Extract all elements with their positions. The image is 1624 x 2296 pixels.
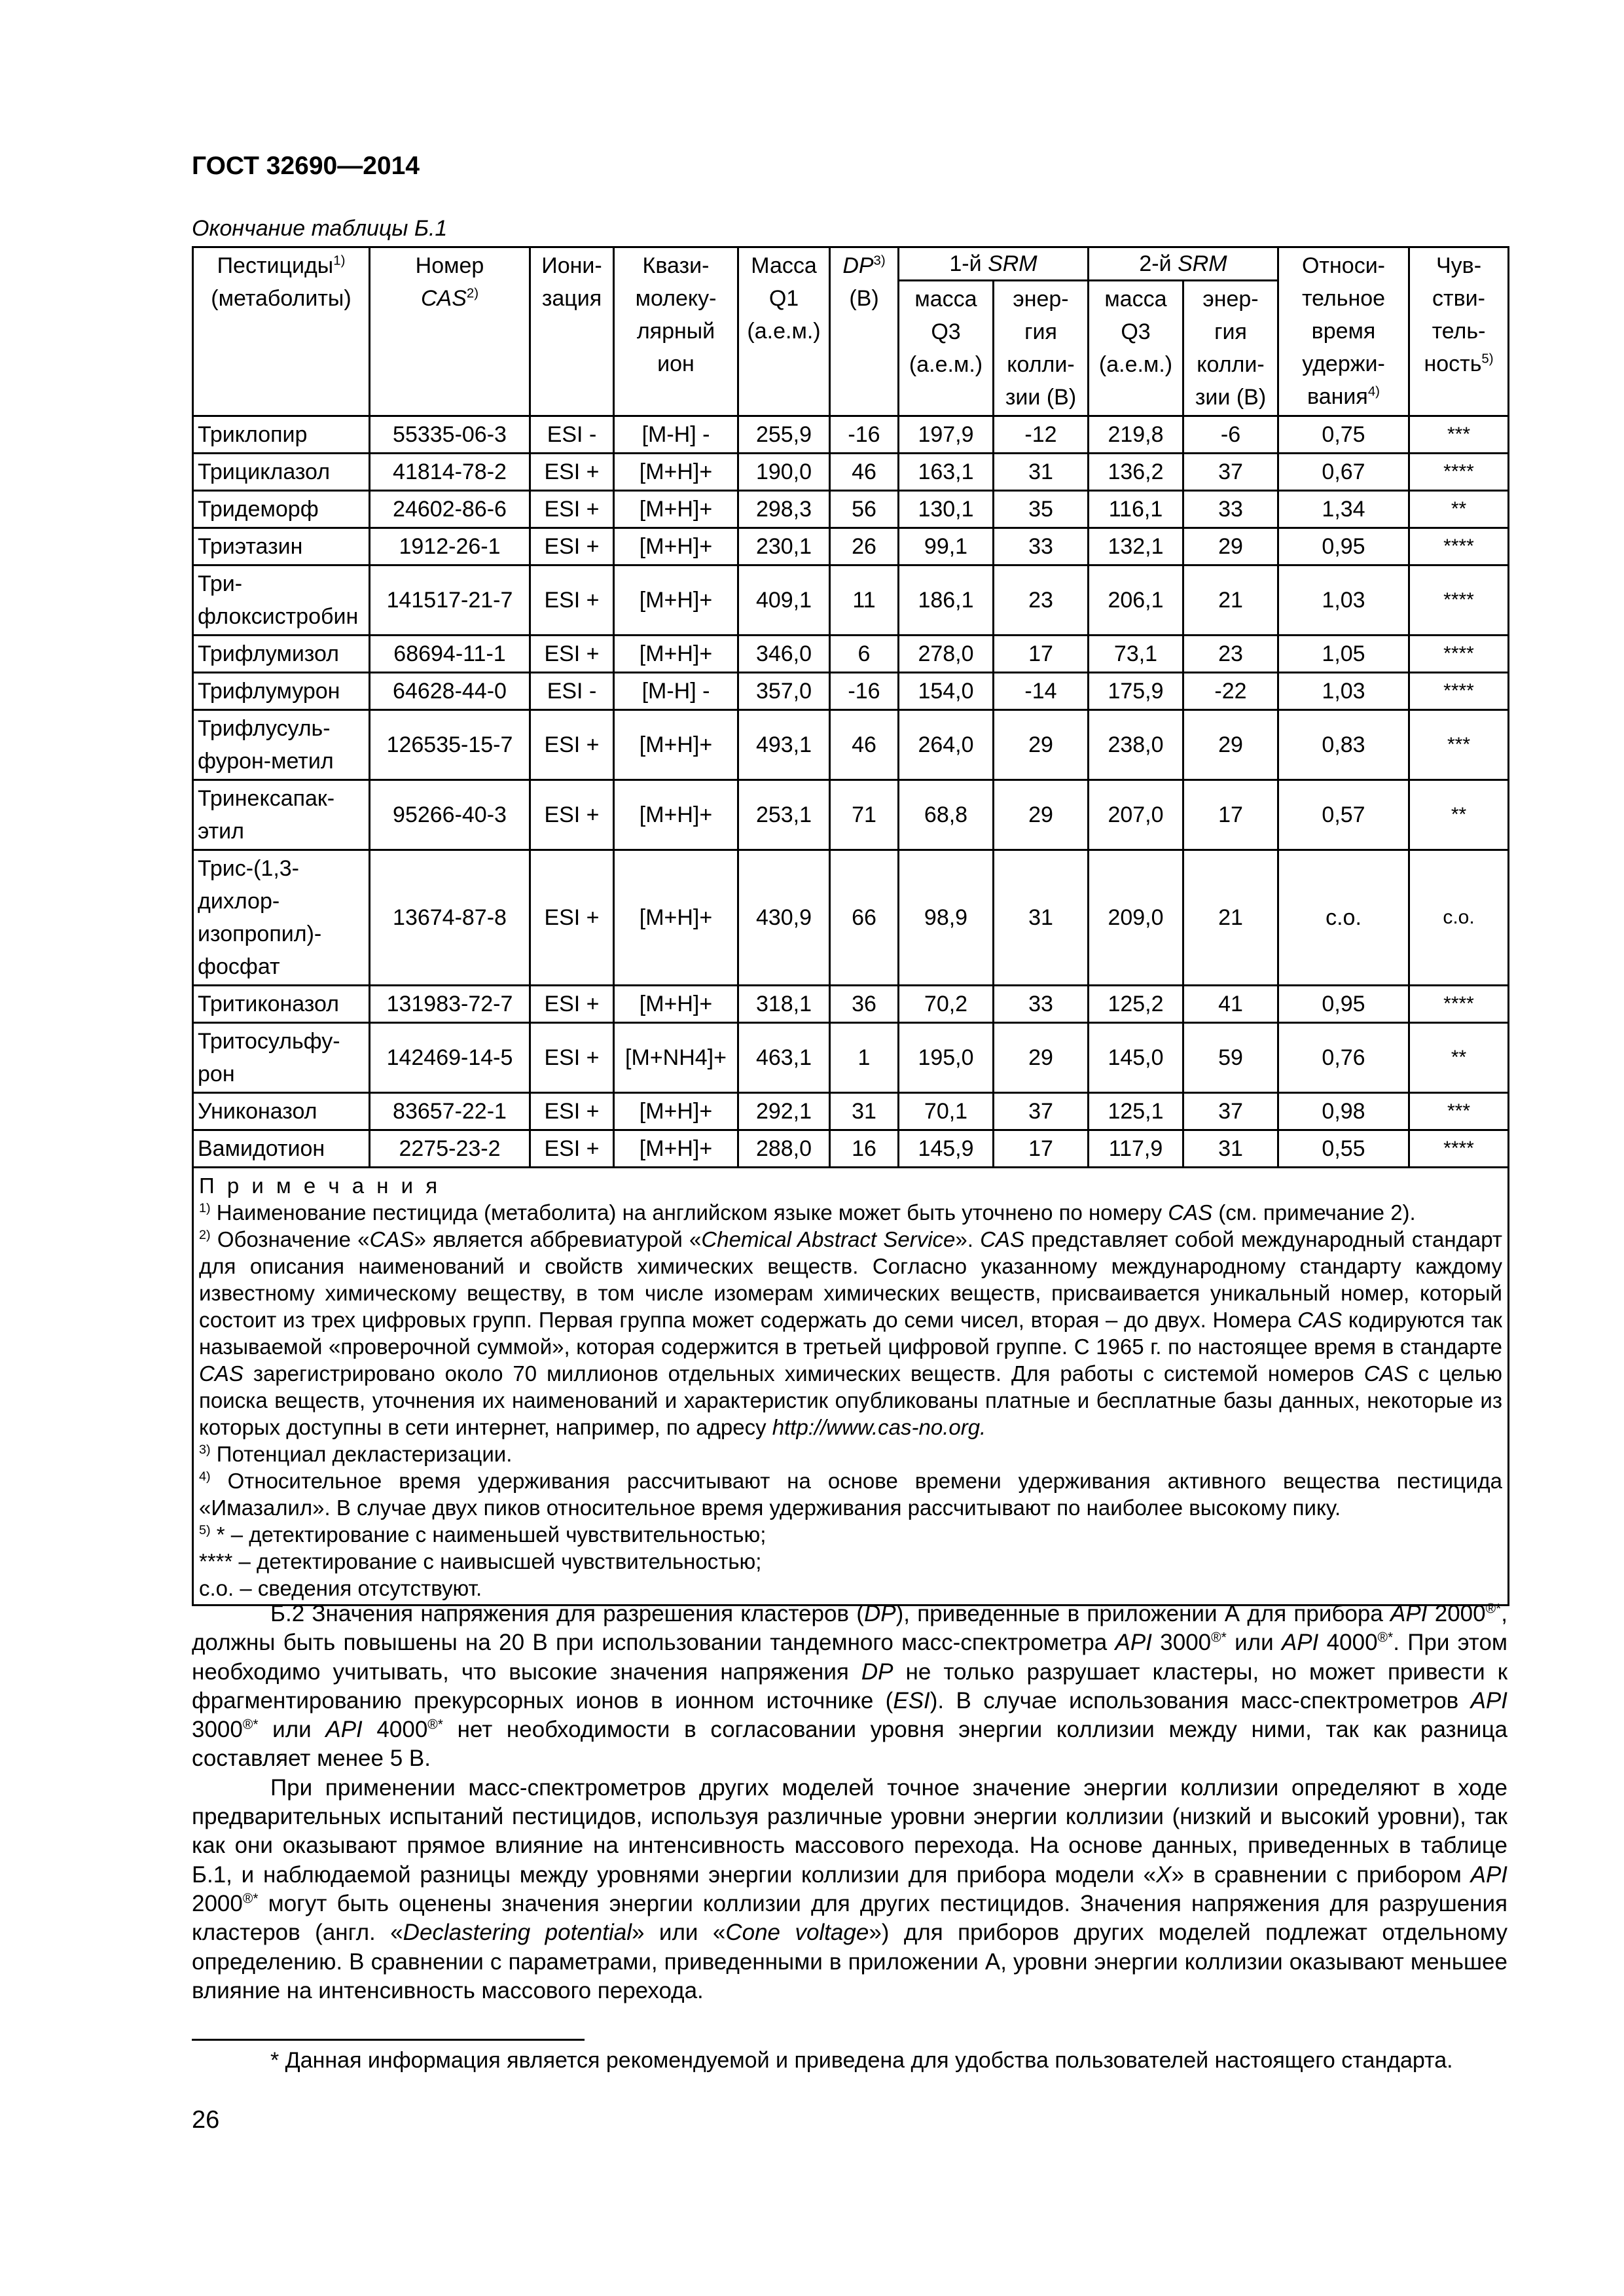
cell-sensitivity: ** xyxy=(1409,780,1509,850)
cell-quasi-ion: [M+H]+ xyxy=(614,780,738,850)
cell-pesticide-name: Триэтазин xyxy=(193,528,370,565)
cell-quasi-ion: [M+H]+ xyxy=(614,454,738,491)
cell-quasi-ion: [M+H]+ xyxy=(614,850,738,986)
cell-cas-number: 95266-40-3 xyxy=(370,780,530,850)
header-dp xyxy=(830,247,899,416)
header-srm1-mass-q3: масса Q3 (а.е.м.) xyxy=(899,281,994,416)
cell-srm2-mass-q3: 117,9 xyxy=(1089,1130,1183,1168)
header-sensitivity xyxy=(1409,247,1509,416)
cell-pesticide-name: Трициклазол xyxy=(193,454,370,491)
header-ionization: Иони-зация xyxy=(530,247,614,416)
header-mass-q1: Масса Q1 (а.е.м.) xyxy=(738,247,830,416)
cell-pesticide-name: Униконазол xyxy=(193,1093,370,1130)
cell-srm1-mass-q3: 70,2 xyxy=(899,986,994,1023)
cell-srm2-energy: 33 xyxy=(1183,491,1278,528)
table-row xyxy=(193,673,1509,710)
header-srm-word: SRM xyxy=(1178,251,1227,276)
note-5 xyxy=(199,1521,1502,1548)
note-text: CAS xyxy=(980,1227,1025,1251)
text-run: » или « xyxy=(631,1920,726,1946)
cell-srm2-energy: 59 xyxy=(1183,1023,1278,1093)
cell-relative-time: 1,05 xyxy=(1278,636,1409,673)
cell-sensitivity: **** xyxy=(1409,673,1509,710)
note-1 xyxy=(199,1199,1502,1226)
cell-cas-number: 141517-21-7 xyxy=(370,565,530,636)
registered-mark: ®* xyxy=(1211,1630,1227,1645)
cell-pesticide-name: Тритосульфу-рон xyxy=(193,1023,370,1093)
footnote xyxy=(192,2046,1507,2075)
cell-srm2-energy: 17 xyxy=(1183,780,1278,850)
table-row xyxy=(193,1130,1509,1168)
footnote-text: * Данная информация является рекомендуемой и приведена для удобства пользователей настоящего стандарта. xyxy=(270,2048,1453,2073)
cell-dp: 11 xyxy=(830,565,899,636)
cell-srm2-mass-q3: 238,0 xyxy=(1089,710,1183,780)
cell-srm2-energy: 23 xyxy=(1183,636,1278,673)
cell-pesticide-name: Триклопир xyxy=(193,416,370,454)
table-caption: Окончание таблицы Б.1 xyxy=(192,216,448,241)
cell-srm1-mass-q3: 130,1 xyxy=(899,491,994,528)
table-row xyxy=(193,491,1509,528)
cell-quasi-ion: [M+H]+ xyxy=(614,565,738,636)
cell-sensitivity: **** xyxy=(1409,565,1509,636)
cell-srm2-mass-q3: 206,1 xyxy=(1089,565,1183,636)
pesticide-table xyxy=(192,246,1509,1606)
header-cas-abbr: CAS xyxy=(420,286,467,311)
header-srm-1 xyxy=(899,247,1089,281)
table-row xyxy=(193,528,1509,565)
header-srm2-mass-q3: масса Q3 (а.е.м.) xyxy=(1089,281,1183,416)
note-mark: 2) xyxy=(199,1228,211,1242)
cell-srm2-mass-q3: 175,9 xyxy=(1089,673,1183,710)
text-run: 4000 xyxy=(1318,1630,1378,1656)
note-text: Обозначение « xyxy=(210,1227,370,1251)
header-srm-2 xyxy=(1089,247,1278,281)
text-run: ESI xyxy=(893,1687,930,1713)
cell-srm2-mass-q3: 145,0 xyxy=(1089,1023,1183,1093)
cell-quasi-ion: [M-H] - xyxy=(614,416,738,454)
note-ref: 5) xyxy=(1481,351,1494,367)
table-row xyxy=(193,1023,1509,1093)
registered-mark: ®* xyxy=(242,1717,259,1732)
cell-quasi-ion: [M-H] - xyxy=(614,673,738,710)
header-relative-time xyxy=(1278,247,1409,416)
table-row xyxy=(193,565,1509,636)
table-row xyxy=(193,636,1509,673)
cell-dp: 66 xyxy=(830,850,899,986)
text-run: могут быть оценены значения энергии коллизии для других пестицидов. Значения напряжения для разрушения кластеров (англ. « xyxy=(192,1890,1507,1946)
note-6: **** – детектирование с наивысшей чувствительностью; xyxy=(199,1549,762,1573)
cell-pesticide-name: Трис-(1,3-дихлор-изопропил)-фосфат xyxy=(193,850,370,986)
cell-ionization: ESI + xyxy=(530,1093,614,1130)
cell-srm2-mass-q3: 219,8 xyxy=(1089,416,1183,454)
header-srm1-energy: энер-гия колли-зии (В) xyxy=(994,281,1089,416)
note-mark: 5) xyxy=(199,1523,211,1537)
cell-dp: -16 xyxy=(830,673,899,710)
cell-mass-q1: 430,9 xyxy=(738,850,830,986)
table-row xyxy=(193,416,1509,454)
cell-srm2-energy: -6 xyxy=(1183,416,1278,454)
cell-relative-time: 0,75 xyxy=(1278,416,1409,454)
cell-ionization: ESI + xyxy=(530,1023,614,1093)
text-run: или xyxy=(1226,1630,1282,1656)
note-text: » является аббревиатурой « xyxy=(414,1227,702,1251)
table-body xyxy=(193,416,1509,1168)
cell-srm1-mass-q3: 197,9 xyxy=(899,416,994,454)
cell-sensitivity: с.о. xyxy=(1409,850,1509,986)
cell-srm1-mass-q3: 278,0 xyxy=(899,636,994,673)
cell-pesticide-name: Тридеморф xyxy=(193,491,370,528)
cell-srm2-energy: 37 xyxy=(1183,454,1278,491)
cell-quasi-ion: [M+H]+ xyxy=(614,491,738,528)
table-row xyxy=(193,710,1509,780)
cell-srm1-mass-q3: 98,9 xyxy=(899,850,994,986)
cell-sensitivity: **** xyxy=(1409,528,1509,565)
header-srm2-energy: энер-гия колли-зии (В) xyxy=(1183,281,1278,416)
cell-sensitivity: ** xyxy=(1409,491,1509,528)
cell-srm2-energy: 31 xyxy=(1183,1130,1278,1168)
cell-dp: 36 xyxy=(830,986,899,1023)
cell-mass-q1: 463,1 xyxy=(738,1023,830,1093)
cell-cas-number: 2275-23-2 xyxy=(370,1130,530,1168)
note-text: Chemical Abstract Service xyxy=(701,1227,956,1251)
cell-srm2-mass-q3: 125,1 xyxy=(1089,1093,1183,1130)
cell-sensitivity: *** xyxy=(1409,710,1509,780)
page-number: 26 xyxy=(192,2106,220,2134)
cell-ionization: ESI - xyxy=(530,673,614,710)
note-7: с.о. – сведения отсутствуют. xyxy=(199,1576,482,1600)
cell-relative-time: 0,83 xyxy=(1278,710,1409,780)
body-text xyxy=(192,1600,1507,2005)
cell-relative-time: 1,03 xyxy=(1278,565,1409,636)
text-run: 3000 xyxy=(1151,1630,1212,1656)
cell-cas-number: 13674-87-8 xyxy=(370,850,530,986)
cell-dp: 71 xyxy=(830,780,899,850)
cell-quasi-ion: [M+H]+ xyxy=(614,986,738,1023)
registered-mark: ®* xyxy=(1485,1601,1502,1617)
text-run: ), приведенные в приложении А для прибора xyxy=(895,1601,1391,1626)
cell-dp: 46 xyxy=(830,454,899,491)
paragraph-b2 xyxy=(192,1600,1507,1774)
cell-mass-q1: 230,1 xyxy=(738,528,830,565)
cell-relative-time: 0,95 xyxy=(1278,528,1409,565)
header-pesticides-sub: (метаболиты) xyxy=(211,286,352,311)
cell-cas-number: 24602-86-6 xyxy=(370,491,530,528)
cell-ionization: ESI + xyxy=(530,565,614,636)
header-dp-unit: (В) xyxy=(849,286,879,311)
cell-sensitivity: **** xyxy=(1409,454,1509,491)
text-run: DP xyxy=(863,1601,896,1626)
cell-mass-q1: 298,3 xyxy=(738,491,830,528)
cell-sensitivity: *** xyxy=(1409,1093,1509,1130)
text-run: 4000 xyxy=(362,1717,428,1743)
cell-ionization: ESI + xyxy=(530,636,614,673)
note-text: Относительное время удерживания рассчитывают на основе времени удерживания активного вещества пестицида «Имазалил». В случае двух пиков относительное время удерживания рассчитывают по наиболее высокому пику. xyxy=(199,1469,1502,1520)
note-text: * – детектирование с наименьшей чувствительностью; xyxy=(210,1522,767,1547)
note-text: (см. примечание 2). xyxy=(1212,1200,1416,1225)
table-row xyxy=(193,1093,1509,1130)
cell-quasi-ion: [M+H]+ xyxy=(614,1130,738,1168)
note-text: CAS xyxy=(1168,1200,1213,1225)
header-relative-time-label: Относи-тельное время удержи-вания xyxy=(1301,253,1386,409)
cell-srm2-mass-q3: 73,1 xyxy=(1089,636,1183,673)
header-dp-label: DP xyxy=(842,253,874,278)
cell-sensitivity: **** xyxy=(1409,986,1509,1023)
cell-mass-q1: 255,9 xyxy=(738,416,830,454)
header-srm-word: SRM xyxy=(988,251,1038,276)
table-row xyxy=(193,780,1509,850)
cell-cas-number: 68694-11-1 xyxy=(370,636,530,673)
header-pesticides-label: Пестициды xyxy=(217,253,334,278)
note-text: CAS xyxy=(199,1361,244,1386)
cell-dp: 46 xyxy=(830,710,899,780)
cell-srm1-mass-q3: 68,8 xyxy=(899,780,994,850)
cell-srm2-energy: 41 xyxy=(1183,986,1278,1023)
cell-mass-q1: 288,0 xyxy=(738,1130,830,1168)
text-run: API xyxy=(1281,1630,1319,1656)
note-text: Наименование пестицида (метаболита) на английском языке может быть уточнено по номеру xyxy=(210,1200,1168,1225)
text-run: API xyxy=(1390,1601,1428,1626)
cell-cas-number: 126535-15-7 xyxy=(370,710,530,780)
text-run: , должны быть повышены на 20 В при использовании тандемного масс-спектрометра xyxy=(192,1601,1508,1656)
cell-srm1-energy: 31 xyxy=(994,454,1089,491)
text-run: не только разрушает кластеры, но может привести к фрагментированию прекурсорных ионов в ионном источнике ( xyxy=(192,1659,1508,1713)
cell-srm2-mass-q3: 132,1 xyxy=(1089,528,1183,565)
cell-relative-time: 0,95 xyxy=(1278,986,1409,1023)
cell-srm1-mass-q3: 163,1 xyxy=(899,454,994,491)
cell-ionization: ESI + xyxy=(530,850,614,986)
cell-relative-time: 0,55 xyxy=(1278,1130,1409,1168)
text-run: » в сравнении с прибором xyxy=(1171,1861,1471,1888)
header-quasi-ion: Квази-молеку-лярный ион xyxy=(614,247,738,416)
notes-heading: П р и м е ч а н и я xyxy=(199,1174,441,1198)
text-run: нет необходимости в согласовании уровня энергии коллизии между ними, так как разница составляет менее 5 В. xyxy=(192,1717,1507,1772)
cell-quasi-ion: [M+H]+ xyxy=(614,636,738,673)
cell-pesticide-name: Трифлумурон xyxy=(193,673,370,710)
header-sensitivity-label: Чув-стви-тель-ность xyxy=(1424,253,1486,376)
cell-srm2-energy: -22 xyxy=(1183,673,1278,710)
cell-srm2-energy: 21 xyxy=(1183,565,1278,636)
cell-sensitivity: **** xyxy=(1409,1130,1509,1168)
cell-relative-time: 0,76 xyxy=(1278,1023,1409,1093)
text-run: При применении масс-спектрометров других моделей точное значение энергии коллизии определяют в ходе предварительных испытаний пестицидов, используя различные уровни энергии коллизии (низкий и высокий уровни), так как они оказывают прямое влияние на интенсивность массового перехода. На основе данных, приведенных в таблице Б.1, и наблюдаемой разницы между уровнями энергии коллизии для прибора модели « xyxy=(192,1774,1507,1888)
table-row xyxy=(193,454,1509,491)
cell-pesticide-name: Тринексапак-этил xyxy=(193,780,370,850)
cell-srm1-energy: 29 xyxy=(994,780,1089,850)
cell-ionization: ESI - xyxy=(530,416,614,454)
cell-srm2-mass-q3: 136,2 xyxy=(1089,454,1183,491)
registered-mark: ®* xyxy=(1377,1630,1394,1645)
cell-ionization: ESI + xyxy=(530,710,614,780)
cell-srm2-energy: 29 xyxy=(1183,528,1278,565)
table-row xyxy=(193,850,1509,986)
cell-cas-number: 142469-14-5 xyxy=(370,1023,530,1093)
text-run: ») для приборов других моделей подлежат отдельному определению. В сравнении с параметрами, приведенными в приложении А, уровни энергии коллизии оказывают меньшее влияние на интенсивность массового перехода. xyxy=(192,1920,1508,2003)
cell-srm1-energy: 17 xyxy=(994,1130,1089,1168)
cell-srm1-energy: 31 xyxy=(994,850,1089,986)
cell-pesticide-name: Трифлусуль-фурон-метил xyxy=(193,710,370,780)
cas-url-link[interactable]: http://www.cas-no.org. xyxy=(772,1415,986,1439)
cell-sensitivity: **** xyxy=(1409,636,1509,673)
cell-relative-time: 1,03 xyxy=(1278,673,1409,710)
cell-srm1-energy: 33 xyxy=(994,528,1089,565)
cell-pesticide-name: Вамидотион xyxy=(193,1130,370,1168)
note-text: CAS xyxy=(369,1227,414,1251)
cell-srm2-mass-q3: 207,0 xyxy=(1089,780,1183,850)
cell-dp: 1 xyxy=(830,1023,899,1093)
document-title: ГОСТ 32690—2014 xyxy=(192,152,420,180)
cell-srm1-mass-q3: 154,0 xyxy=(899,673,994,710)
cell-mass-q1: 253,1 xyxy=(738,780,830,850)
text-run: ). В случае использования масс-спектрометров xyxy=(929,1687,1471,1713)
cell-quasi-ion: [M+NH4]+ xyxy=(614,1023,738,1093)
cell-srm2-mass-q3: 116,1 xyxy=(1089,491,1183,528)
cell-srm2-energy: 21 xyxy=(1183,850,1278,986)
cell-srm1-energy: -14 xyxy=(994,673,1089,710)
cell-ionization: ESI + xyxy=(530,491,614,528)
cell-dp: 31 xyxy=(830,1093,899,1130)
cell-quasi-ion: [M+H]+ xyxy=(614,710,738,780)
cell-dp: 6 xyxy=(830,636,899,673)
cell-mass-q1: 190,0 xyxy=(738,454,830,491)
cell-mass-q1: 409,1 xyxy=(738,565,830,636)
cell-quasi-ion: [M+H]+ xyxy=(614,528,738,565)
note-ref: 2) xyxy=(466,286,479,301)
cell-srm1-mass-q3: 99,1 xyxy=(899,528,994,565)
note-text: Потенциал декластеризации. xyxy=(210,1442,513,1466)
header-cas-label: Номер xyxy=(415,253,484,278)
text-run: API xyxy=(325,1717,363,1743)
cell-cas-number: 83657-22-1 xyxy=(370,1093,530,1130)
cell-quasi-ion: [M+H]+ xyxy=(614,1093,738,1130)
note-3 xyxy=(199,1441,1502,1467)
footnote-divider xyxy=(192,2039,585,2041)
cell-srm2-energy: 29 xyxy=(1183,710,1278,780)
note-text: представляет собой международный стандарт для описания наименований и свойств химических веществ. Согласно указанному международному стандарту каждому известному химическому веществу, в том числе изомерам химических веществ, присваивается уникальный номер, который состоит из трех цифровых групп. Первая группа может содержать до семи чисел, вторая – до двух. Номера xyxy=(199,1227,1502,1332)
header-srm-2-label: 2-й xyxy=(1139,251,1172,276)
cell-dp: -16 xyxy=(830,416,899,454)
text-run: . При этом необходимо учитывать, что высокие значения напряжения xyxy=(192,1630,1507,1685)
cell-pesticide-name: Трифлумизол xyxy=(193,636,370,673)
cell-dp: 16 xyxy=(830,1130,899,1168)
note-2 xyxy=(199,1226,1502,1441)
cell-mass-q1: 493,1 xyxy=(738,710,830,780)
cell-srm1-mass-q3: 264,0 xyxy=(899,710,994,780)
cell-srm1-mass-q3: 70,1 xyxy=(899,1093,994,1130)
cell-srm1-energy: -12 xyxy=(994,416,1089,454)
cell-srm1-energy: 29 xyxy=(994,710,1089,780)
note-ref: 3) xyxy=(873,253,886,268)
header-row-1 xyxy=(193,247,1509,281)
cell-srm1-mass-q3: 145,9 xyxy=(899,1130,994,1168)
cell-mass-q1: 346,0 xyxy=(738,636,830,673)
cell-srm1-mass-q3: 186,1 xyxy=(899,565,994,636)
cell-srm1-energy: 23 xyxy=(994,565,1089,636)
header-cas xyxy=(370,247,530,416)
text-run: API xyxy=(1470,1687,1507,1713)
text-run: Cone voltage xyxy=(725,1920,869,1946)
registered-mark: ®* xyxy=(427,1717,443,1732)
cell-cas-number: 1912-26-1 xyxy=(370,528,530,565)
cell-dp: 56 xyxy=(830,491,899,528)
cell-dp: 26 xyxy=(830,528,899,565)
text-run: 2000 xyxy=(192,1890,243,1916)
cell-srm2-energy: 37 xyxy=(1183,1093,1278,1130)
cell-sensitivity: ** xyxy=(1409,1023,1509,1093)
text-run: Б.2 Значения напряжения для разрешения кластеров ( xyxy=(270,1601,864,1626)
cell-mass-q1: 357,0 xyxy=(738,673,830,710)
cell-srm1-mass-q3: 195,0 xyxy=(899,1023,994,1093)
notes-cell xyxy=(193,1168,1509,1605)
cell-srm2-mass-q3: 125,2 xyxy=(1089,986,1183,1023)
text-run: 2000 xyxy=(1427,1601,1486,1626)
note-ref: 4) xyxy=(1367,384,1380,399)
text-run: 3000 xyxy=(192,1717,243,1743)
note-text: CAS xyxy=(1297,1308,1343,1332)
table-row xyxy=(193,986,1509,1023)
cell-srm1-energy: 35 xyxy=(994,491,1089,528)
note-text: с целью поиска веществ, уточнения их наименований и характеристик опубликованы платные и бесплатные базы данных, некоторые из которых доступны в сети интернет, например, по адресу xyxy=(199,1361,1503,1439)
header-pesticides xyxy=(193,247,370,416)
cell-srm1-energy: 17 xyxy=(994,636,1089,673)
cell-ionization: ESI + xyxy=(530,454,614,491)
cell-sensitivity: *** xyxy=(1409,416,1509,454)
note-ref: 1) xyxy=(333,253,346,268)
paragraph-other-models xyxy=(192,1774,1507,2005)
cell-relative-time: 0,98 xyxy=(1278,1093,1409,1130)
cell-pesticide-name: Тритиконазол xyxy=(193,986,370,1023)
text-run: API xyxy=(1115,1630,1152,1656)
cell-cas-number: 131983-72-7 xyxy=(370,986,530,1023)
note-text: кодируются так называемой «проверочной суммой», которая содержится в третьей цифровой группе. С 1965 г. по настоящее время в стандарте xyxy=(199,1308,1502,1359)
cell-pesticide-name: Три-флоксистробин xyxy=(193,565,370,636)
text-run: или xyxy=(258,1717,326,1743)
cell-relative-time: 0,57 xyxy=(1278,780,1409,850)
cell-cas-number: 41814-78-2 xyxy=(370,454,530,491)
notes-row xyxy=(193,1168,1509,1605)
text-run: API xyxy=(1470,1861,1508,1888)
cell-srm1-energy: 37 xyxy=(994,1093,1089,1130)
cell-ionization: ESI + xyxy=(530,780,614,850)
cell-relative-time: 0,67 xyxy=(1278,454,1409,491)
cell-ionization: ESI + xyxy=(530,986,614,1023)
cell-ionization: ESI + xyxy=(530,1130,614,1168)
cell-srm2-mass-q3: 209,0 xyxy=(1089,850,1183,986)
text-run: Declastering potential xyxy=(403,1920,632,1946)
header-srm-1-label: 1-й xyxy=(949,251,982,276)
text-run: X xyxy=(1156,1861,1172,1888)
note-text: зарегистрировано около 70 миллионов отдельных химических веществ. Для работы с системой номеров xyxy=(243,1361,1364,1386)
text-run: DP xyxy=(861,1659,893,1685)
cell-ionization: ESI + xyxy=(530,528,614,565)
cell-mass-q1: 292,1 xyxy=(738,1093,830,1130)
cell-srm1-energy: 33 xyxy=(994,986,1089,1023)
note-text: ». xyxy=(955,1227,981,1251)
registered-mark: ®* xyxy=(242,1891,259,1907)
note-text: CAS xyxy=(1363,1361,1409,1386)
note-mark: 4) xyxy=(199,1469,211,1484)
cell-relative-time: 1,34 xyxy=(1278,491,1409,528)
note-mark: 1) xyxy=(199,1201,211,1215)
note-mark: 3) xyxy=(199,1443,211,1457)
cell-relative-time: с.о. xyxy=(1278,850,1409,986)
cell-srm1-energy: 29 xyxy=(994,1023,1089,1093)
cell-cas-number: 64628-44-0 xyxy=(370,673,530,710)
cell-mass-q1: 318,1 xyxy=(738,986,830,1023)
note-4 xyxy=(199,1467,1502,1521)
cell-cas-number: 55335-06-3 xyxy=(370,416,530,454)
